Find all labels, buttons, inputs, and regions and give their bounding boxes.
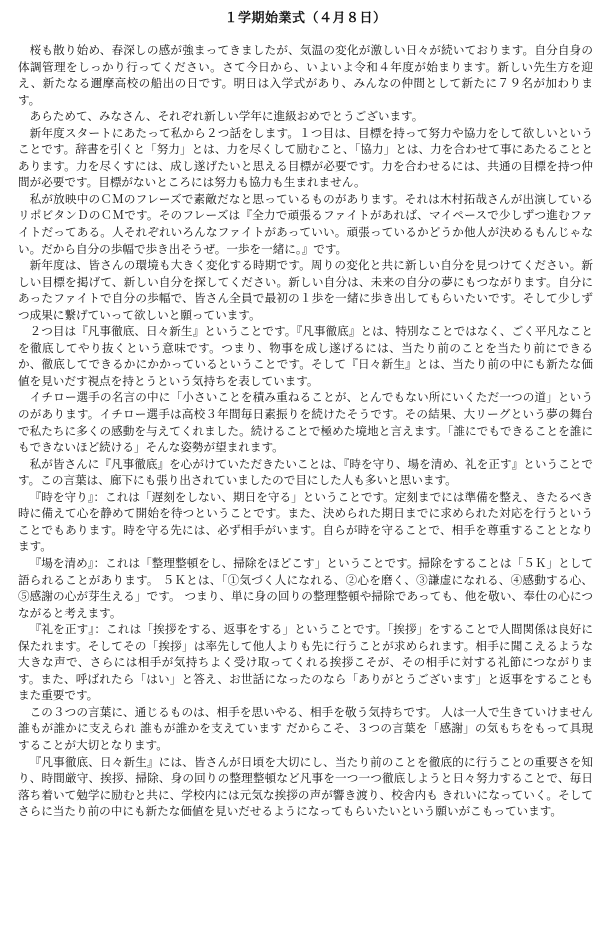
paragraph-congratulations: あらためて、みなさん、それぞれ新しい学年に進級おめでとうございます。 [29,109,424,124]
document-body [18,42,593,820]
paragraph-second-topic: ２つ目は『凡事徹底、日々新生』ということです。『凡事徹底』とは、特別なことではなく、ごく平凡なことを徹底してやり抜くという意味です。つまり、物事を成し遂げるには、当たり前のことを当たり前にできるか、徹底してできるかにかかっているということです。そして『日々新生』とは、当たり前の中にも新たな価値を見いだす視点を持とうという気持ちを表しています。 [18,324,593,388]
paragraph-closing: 『凡事徹底、日々新生』には、皆さんが日頃を大切にし、当たり前のことを徹底的に行うことの重要さを知り、時間厳守、挨拶、掃除、身の回りの整理整頓など凡事を一つ一つ徹底しようと日々努力することで、毎日落ち着いて勉学に励むと共に、学校内には元気な挨拶の声が響き渡り、校舎内も きれいになっていく。そしてさらに当たり前の中にも新たな価値を見いだせるようになってもらいたいという願いがこもっています。 [18,754,593,819]
document-title: １学期始業式（４月８日） [224,11,387,26]
paragraph-courtesy: 『礼を正す』：これは「挨拶をする、返事をする」ということです。「挨拶」をすることで人間関係は良好に保たれます。そしてその「挨拶」は率先して他人よりも先に行うことが求められます。相手に聞こえるような 大きな声で、さらには相手が気持ちよく受け取ってくれる挨拶こそが、その相手に対する礼節につながります。また、呼ばれたら「はい」と答え、お世話になったのなら「ありがとうございます」と返事をすることもまた重要です。 [18,622,593,703]
paragraph-opening: 桜も散り始め、春深しの感が強まってきましたが、気温の変化が激しい日々が続いております。自分自身の体調管理をしっかり行ってください。さて今日から、いよいよ令和４年度が始まります。新しい先生方を迎え、新たなる邇摩高校の船出の日です。明日は入学式があり、みんなの仲間として新たに７９名が加わります。 [18,43,593,107]
paragraph-first-topic: 新年度スタートにあたって私から２つ話をします。１つ目は、目標を持って努力や協力をして欲しいということです。辞書を引くと「努力」とは、力を尽くして励むこと、「協力」とは、力を合わせて事にあたることとあります。力を尽くすには、成し遂げたいと思える目標が必要です。力を合わせるには、共通の目標を持つ仲間が必要です。目標がないところには努力も協力も生まれません。 [18,125,593,190]
paragraph-keep-time: 『時を守り』：これは「遅刻をしない、期日を守る」ということです。定刻までには準備を整え、きたるべき時に備えて心を静めて開始を待つということです。また、決められた期日までに求められた対応を行うということでもあります。時を守る先には、必ず相手がいます。自らが時を守ることで、相手を尊重することとなります。 [18,489,593,554]
paragraph-gratitude: この３つの言葉に、通じるものは、相手を思いやる、相手を敬う気持ちです。 人は一人で生きていけません 誰もが誰かに支えられ 誰もが誰かを支えています だからこそ、３つの言葉を「感謝」の気もちをもって具現することが大切となります。 [18,704,593,752]
paragraph-new-year: 新年度は、皆さんの環境も大きく変化する時期です。周りの変化と共に新しい自分を見つけてください。新しい目標を掲げて、新しい自分を探してください。新しい自分は、未来の自分の夢にもつながります。自分にあったファイトで自分の歩幅で、皆さん全員で最初の１歩を一緒に歩き出してもらいたいです。そして少しずつ成果に繋げていって欲しいと願っています。 [18,258,593,322]
paragraph-three-words: 私が皆さんに『凡事徹底』を心がけていただきたいことは、『時を守り、場を清め、礼を正す』ということです。この言葉は、廊下にも張り出されていましたので目にした人も多いと思います。 [18,456,593,488]
paragraph-cm-phrase: 私が放映中のＣＭのフレーズで素敵だなと思っているものがあります。それは木村拓哉さんが出演しているリポビタンＤのＣＭです。そのフレーズは『全力で頑張るファイトがあれば、マイペースで少しずつ進むファイトだってある。人それぞれいろんなファイトがあっていい。頑張っているかどうか他人が決めるもんじゃない。だから自分の歩幅で歩き出そうぜ。一歩を一緒に。』です。 [18,191,593,256]
paragraph-ichiro: イチロー選手の名言の中に「小さいことを積み重ねることが、とんでもない所にいくただ一つの道」というのがあります。イチロー選手は高校３年間毎日素振りを続けたそうです。その結果、大リーグという夢の舞台で私たちに多くの感動を与えてくれました。続けることで極めた境地と言えます。「誰にでもできることを誰にもできないほど続ける」そんな姿勢が望まれます。 [18,390,593,455]
paragraph-clean-place: 『場を清め』：これは「整理整頓をし、掃除をほどこす」ということです。掃除をすることは「５Ｋ」として語られることがあります。 ５Ｋとは、「①気づく人になれる、②心を磨く、③謙虚になれる、④感動する心、⑤感謝の心が芽生える」です。 つまり、単に身の回りの整理整頓や掃除であっても、他を敬い、奉仕の心につながると考えます。 [18,555,593,620]
